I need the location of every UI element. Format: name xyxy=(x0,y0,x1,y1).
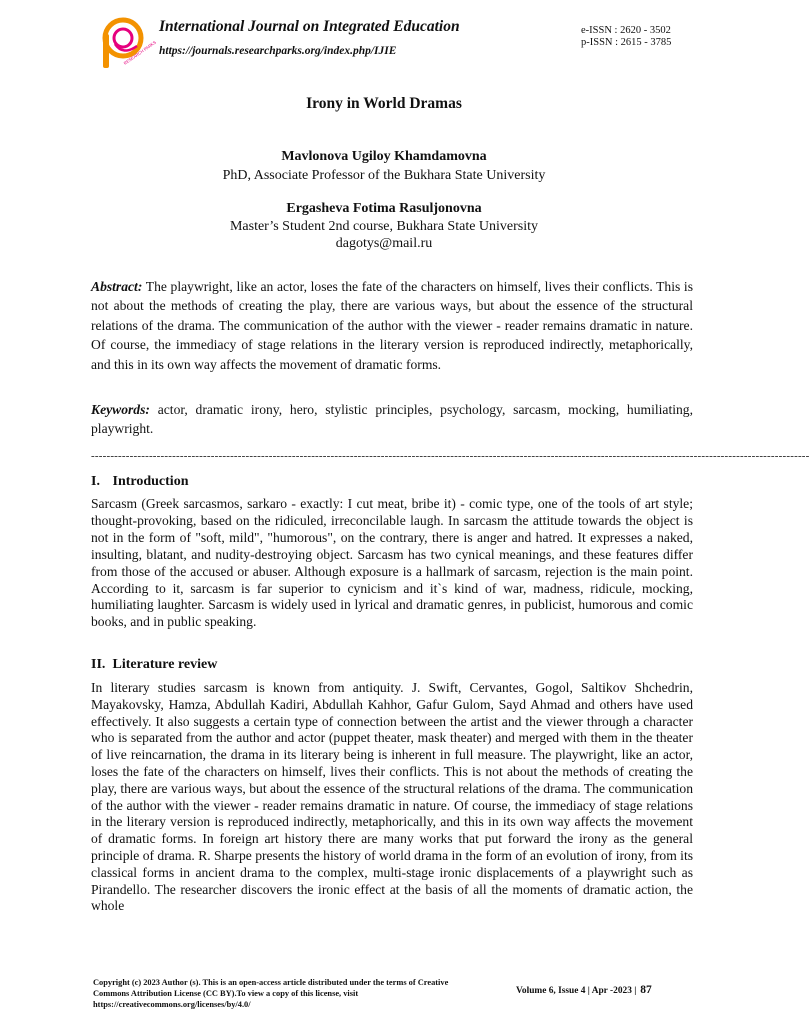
issn-block xyxy=(581,25,671,49)
e-issn: e-ISSN : 2620 - 3502 xyxy=(581,25,671,36)
separator-line: ------------------------------------------------------------------------------------------------------------------------------------------------------------------------------------------ xyxy=(91,450,810,462)
abstract xyxy=(91,277,693,374)
page-number: 87 xyxy=(640,984,652,996)
literature-review-paragraph: In literary studies sarcasm is known from antiquity. J. Swift, Cervantes, Gogol, Saltikov Shchedrin, Mayakovsky, Hamza, Abdullah Kadiri, Abdullah Kahhor, Gafur Gulom, Sayd Ahmad and others have used effectively. It also suggests a certain type of connection between the artist and the viewer through a character who is separated from the author and actor (puppet theater, mask theater) and merged with them in the theater of live reincarnation, the drama in its literary being is inherent in full measure. The playwright, like an actor, loses the fate of the characters on himself, lives their conflicts. This is not about the methods of creating the play, there are various ways, but about the essence of the structural relations of the drama. The communication of the author with the viewer - reader remains dramatic in nature. Of course, the immediacy of stage relations in the literary version is reproduced indirectly, metaphorically, and this in its own way affects the movement of dramatic forms. In foreign art history there are many works that put forward the irony as the general principle of drama. R. Sharpe presents the history of world drama in the form of an evolution of irony, from its classical forms in ancient drama to the complex, multi-stage ironic displacements of a playwright such as Pirandello. The researcher discovers the ironic effect at the basis of all the moments of dramatic action, the whole xyxy=(91,680,694,914)
section-title: Introduction xyxy=(112,474,189,489)
journal-url[interactable]: https://journals.researchparks.org/index.php/IJIE xyxy=(159,45,397,57)
research-parks-logo-icon xyxy=(97,16,157,70)
copyright-notice: Copyright (c) 2023 Author (s). This is an open-access article distributed under the terms of Creative Commons Attribution License (CC BY).To view a copy of this license, visit https://creativecommons.org/licenses/by/4.0/ xyxy=(93,978,449,1009)
volume-issue: Volume 6, Issue 4 | Apr -2023 | xyxy=(516,986,637,996)
section-title: Literature review xyxy=(112,657,218,672)
section-heading-introduction xyxy=(91,474,188,490)
journal-title: International Journal on Integrated Education xyxy=(159,18,460,35)
introduction-paragraph: Sarcasm (Greek sarcasmos, sarkaro - exactly: I cut meat, bribe it) - comic type, one of the tools of art style; thought-provoking, based on the ridiculed, irreconcilable laugh. In sarcasm the attitude towards the object is not in the form of "soft, mild", "humorous", on the contrary, there is anger and hatred. It expresses a naked, insulting, blatant, and nudity-destroying object. Sarcasm has two cynical meanings, and these features differ from those of the accused or abuser. Although exposure is a hallmark of sarcasm, rejection is the main point. According to it, sarcasm is far superior to cynicism and it`s kind of war, madness, ridicule, mocking, humiliating laughter. Sarcasm is widely used in lyrical and dramatic genres, in publicist, humorous and comic books, and in public speaking. xyxy=(91,496,693,630)
keywords-label: Keywords: xyxy=(91,402,150,417)
keywords-text: actor, dramatic irony, hero, stylistic principles, psychology, sarcasm, mocking, humiliating, playwright. xyxy=(91,402,694,437)
volume-info xyxy=(516,984,652,996)
section-number: I. xyxy=(91,474,100,489)
author-affiliation-1: PhD, Associate Professor of the Bukhara State University xyxy=(222,168,546,183)
author-name-2: Ergasheva Fotima Rasuljonovna xyxy=(286,201,482,216)
article-title: Irony in World Dramas xyxy=(306,95,462,112)
logo-text: RESEARCH PARKS xyxy=(122,39,157,66)
p-issn: p-ISSN : 2615 - 3785 xyxy=(581,37,672,48)
author-affiliation-2: Master’s Student 2nd course, Bukhara State University xyxy=(229,219,539,234)
section-number: II. xyxy=(91,657,106,672)
section-heading-literature-review xyxy=(91,657,217,673)
abstract-label: Abstract: xyxy=(91,279,143,294)
author-name-1: Mavlonova Ugiloy Khamdamovna xyxy=(281,149,487,164)
author-email[interactable]: dagotys@mail.ru xyxy=(335,236,433,251)
abstract-text: The playwright, like an actor, loses the fate of the characters on himself, lives their conflicts. This is not about the methods of creating the play, there are various ways, but about the essence of the structural relations of the drama. The communication of the author with the viewer - reader remains dramatic in nature. Of course, the immediacy of stage relations in the literary version is reproduced indirectly, metaphorically, and this in its own way affects the movement of dramatic forms. xyxy=(91,279,694,372)
keywords xyxy=(91,400,693,439)
